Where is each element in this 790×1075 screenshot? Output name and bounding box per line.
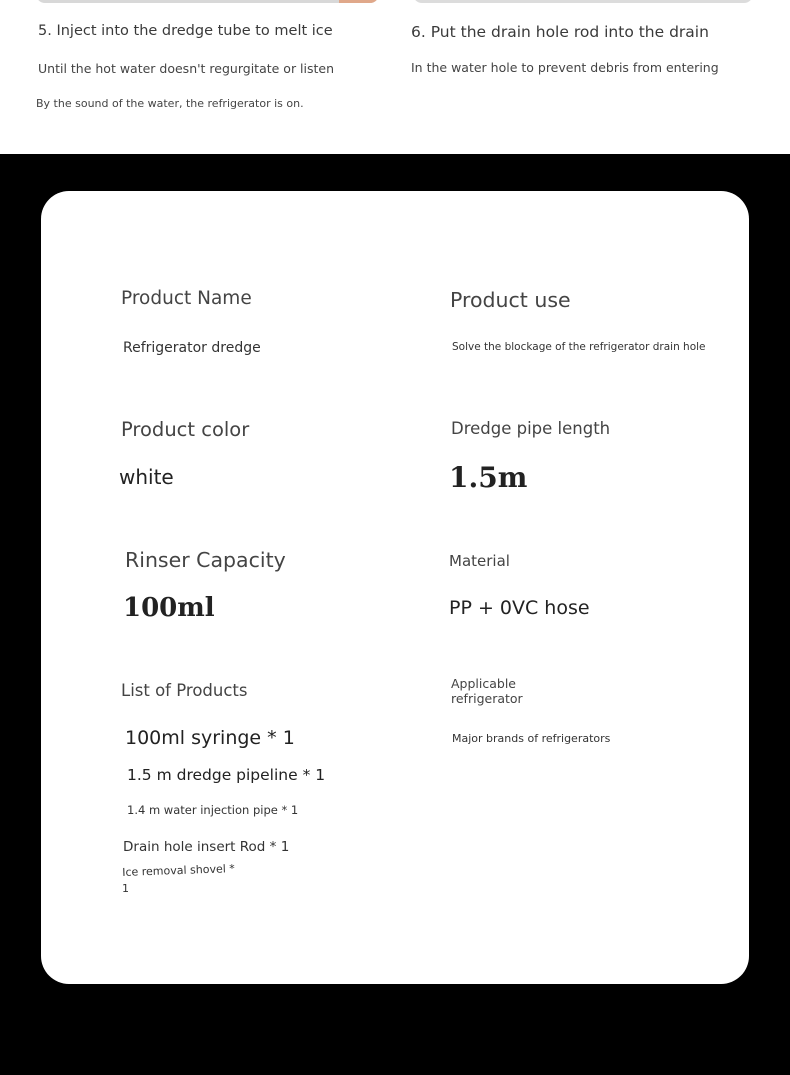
list-item: Drain hole insert Rod * 1 — [123, 839, 290, 855]
product-list-label: List of Products — [121, 681, 248, 700]
product-name-label: Product Name — [121, 288, 252, 309]
step-6-text-line1: In the water hole to prevent debris from entering — [411, 60, 719, 75]
step-6-image — [413, 0, 753, 3]
pipe-length-label: Dredge pipe length — [451, 419, 611, 438]
step-5-title: 5. Inject into the dredge tube to melt ice — [38, 23, 333, 39]
step-5-text-line1: Until the hot water doesn't regurgitate or listen — [38, 61, 335, 76]
step-5-text-line2: By the sound of the water, the refrigerator is on. — [36, 97, 304, 110]
product-use-label: Product use — [450, 288, 571, 312]
instructions-section — [0, 0, 790, 154]
material-label: Material — [449, 552, 510, 570]
product-name-value: Refrigerator dredge — [123, 340, 261, 356]
product-color-label: Product color — [121, 418, 250, 441]
list-item: 1 — [122, 882, 129, 895]
list-item: 1.5 m dredge pipeline * 1 — [127, 766, 326, 784]
product-color-value: white — [119, 465, 174, 489]
applicable-label-line1: Applicable — [451, 676, 516, 691]
material-value: PP + 0VC hose — [449, 597, 590, 619]
step-6-title: 6. Put the drain hole rod into the drain — [411, 23, 709, 41]
capacity-value: 100ml — [123, 593, 215, 623]
capacity-label: Rinser Capacity — [125, 548, 286, 572]
product-use-value: Solve the blockage of the refrigerator drain hole — [452, 341, 706, 353]
list-item: 1.4 m water injection pipe * 1 — [127, 803, 299, 817]
list-item: 100ml syringe * 1 — [125, 727, 295, 749]
product-spec-card — [41, 191, 749, 984]
applicable-label-line2: refrigerator — [451, 691, 523, 706]
pipe-length-value: 1.5m — [449, 461, 528, 494]
list-item: Ice removal shovel * — [122, 862, 236, 879]
applicable-value: Major brands of refrigerators — [452, 732, 611, 745]
step-5-image — [36, 0, 379, 3]
